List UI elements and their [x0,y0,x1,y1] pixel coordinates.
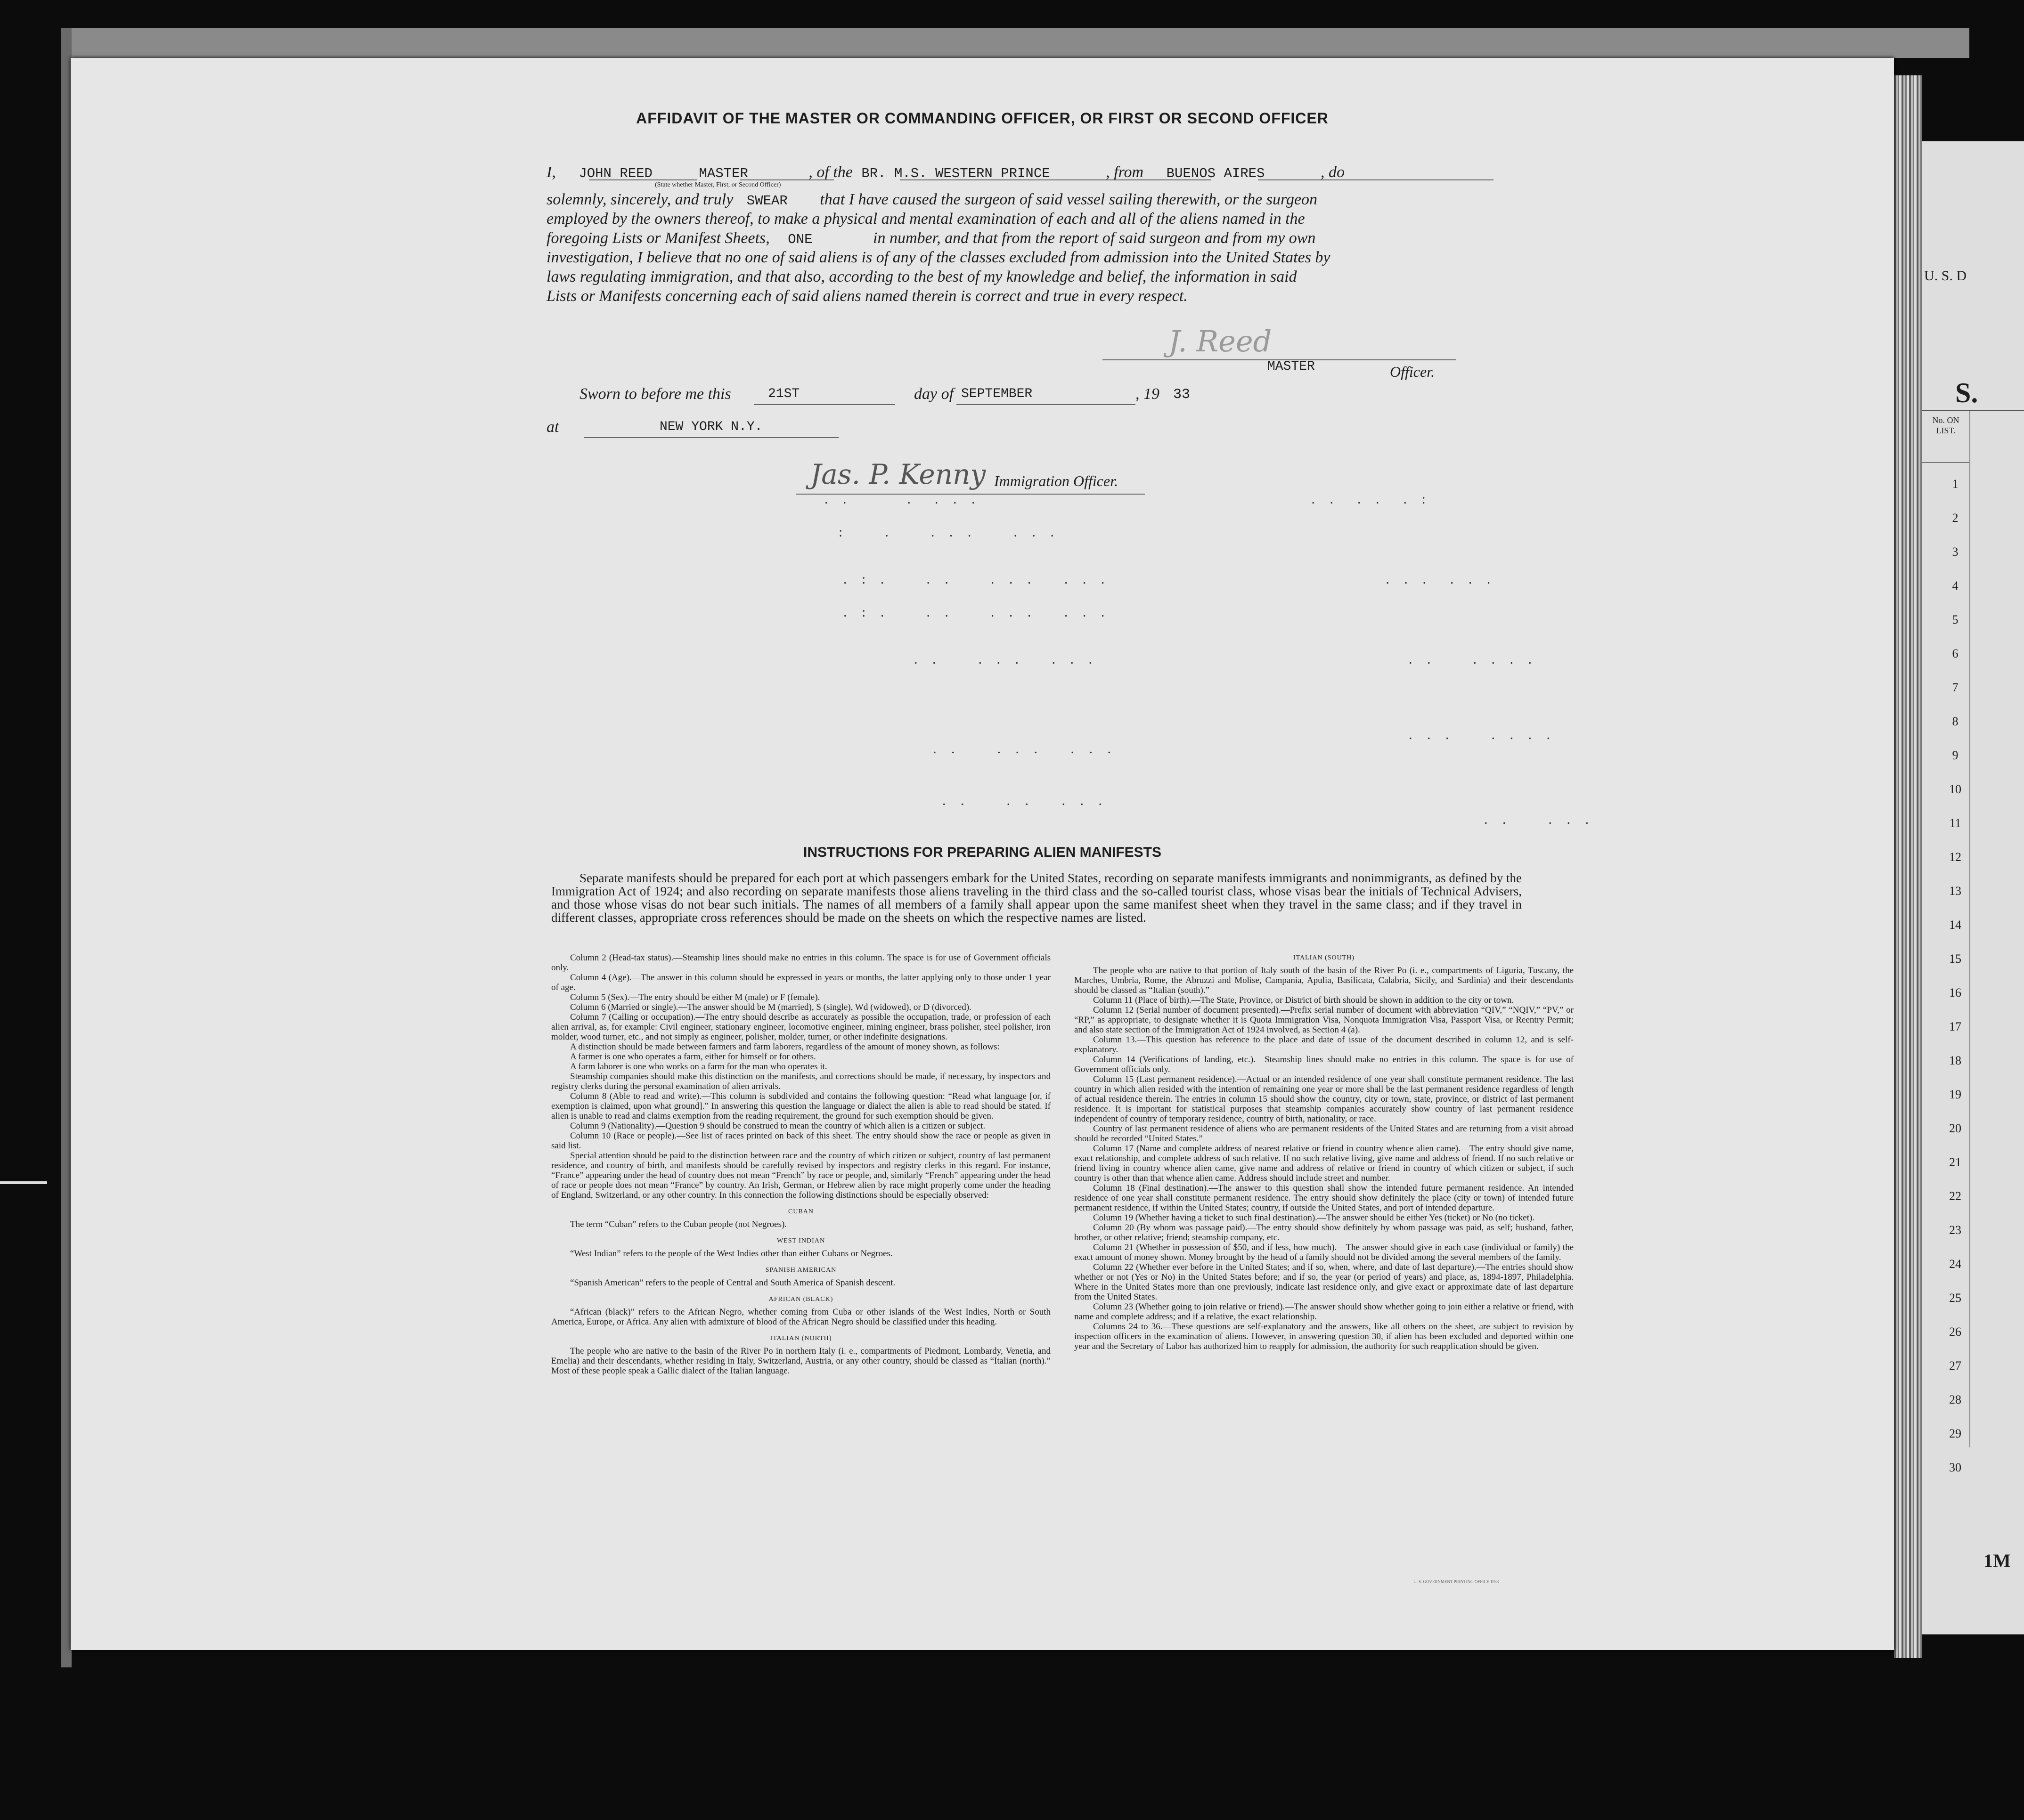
place-underline [584,437,839,438]
sworn-place: NEW YORK N.Y. [660,420,763,434]
under-sheet-bottom-label: 1M [1983,1550,2011,1571]
row-number: 6 [1952,647,1959,660]
text-i: I, [547,163,556,181]
text-caused-surgeon: that I have caused the surgeon of said vessel sailing therewith, or the surgeon [820,191,1318,208]
vessel-name: BR. M.S. WESTERN PRINCE [861,166,1050,181]
text-solemnly: solemnly, sincerely, and truly [547,191,734,208]
immigration-officer-signature: Jas. P. Kenny [810,458,986,490]
row-number: 18 [1949,1054,1961,1067]
row-number: 3 [1952,545,1959,559]
text-do: , do [1320,163,1345,181]
immigration-officer-label: Immigration Officer. [994,472,1118,489]
officer-rank-field: MASTER [699,166,748,181]
instruction-paragraph: Column 5 (Sex).—The entry should be either M (male) or F (female). [570,992,820,1002]
instruction-paragraph: Column 15 (Last permanent residence).—Actual or an intended residence of one year shall constitute permanent residence. The last country in which alien resided with the intention of remaining one year or more shall be the last permanent residence regardless of length of actual residence therein. The entries in column 15 should show the country, city or town, state, province, or district of last permanent residence. It is important for statistical purposes that steamship companies accurately show country of last permanent residence independent of country of temporary residence, country of birth, nationality, or race. [1074,1074,1574,1124]
row-number: 4 [1952,579,1959,593]
instruction-paragraph: Special attention should be paid to the distinction between race and the country of which citizen or subject, country of last permanent residence, and country of birth, and manifests should be carefully revised by inspectors and registry clerks in this regard. For instance, “France” appearing under the head of country does not mean “French” by race or people, and, similarly “French” appearing under the head of race or people does not mean “France” by country. An Irish, German, or Hebrew alien by race might properly come under the heading of England, Switzerland, or any other country. In this connection the following distinctions should be especially observed: [551,1151,1051,1200]
month-underline [956,404,1135,405]
bleed-through-marks: . . . . . [1484,812,1594,827]
sworn-day: 21ST [768,387,800,401]
instruction-paragraph: Column 13.—This question has reference to the place and date of issue of the document described in column 12, and is self-explanatory. [1074,1035,1574,1055]
row-number: 2 [1952,511,1959,525]
italian-south-heading: ITALIAN (SOUTH) [1293,954,1355,961]
instructions-intro: Separate manifests should be prepared for each port at which passengers embark for the United States, recording on separate manifests immigrants and nonimmigrants, as defined by the Immigration Act of 1924; and also recording on separate manifests those aliens traveling in the third class and the so-called tourist class, whose visas bear the initials of Technical Advisers, and those whose visas do not bear such initials. The names of all members of a family shall appear upon the same manifest sheet when they travel in the same class; and if they travel in different classes, appropriate cross references should be made on the sheets on which the respective names are listed. [551,871,1522,925]
bleed-through-marks: : . . . . . . . [839,524,1060,540]
right-paragraphs [1074,966,1574,1351]
text-from: , from [1106,163,1144,181]
affidavit-title: AFFIDAVIT OF THE MASTER OR COMMANDING OFFICER, OR FIRST OR SECOND OFFICER [636,110,1329,127]
left-paragraphs [551,953,1051,1200]
instruction-paragraph: Column 9 (Nationality).—Question 9 should be construed to mean the country of which alien is a citizen or subject. [570,1121,986,1131]
scan-edge-tick [0,1181,47,1184]
under-sheet-big-label: S. [1955,377,1978,408]
oath-type: SWEAR [746,193,788,209]
departure-port: BUENOS AIRES [1166,166,1265,181]
bleed-through-marks: . : . . . . . . . . . . . . . . . [843,571,1496,587]
row-number: 17 [1949,1020,1961,1033]
row-number: 22 [1949,1189,1961,1203]
row-number: 5 [1952,613,1959,626]
affidavit-line-7: Lists or Manifests concerning each of said aliens named therein is correct and true in every respect. [547,287,1188,305]
row-number: 8 [1952,715,1959,728]
instructions-title: INSTRUCTIONS FOR PREPARING ALIEN MANIFESTS [803,845,1162,860]
row-number: 14 [1949,918,1961,932]
instruction-paragraph: Column 22 (Whether ever before in the United States; and if so, when, where, and date of last departure).—The entries should show whether or not (Yes or No) in the United States before; and if so, the year (or period of years) and place, as, 1894-1897, Philadelphia. Where in the United States more than one previously, indicate last residence only, and give exact or approximate date of last departure from the United States. [1074,1262,1574,1302]
row-number: 1 [1952,477,1959,491]
row-number: 12 [1949,850,1961,864]
row-number: 11 [1949,816,1961,830]
west-indian-text: “West Indian” refers to the people of the West Indies other than either Cubans or Negroes. [570,1249,893,1259]
instructions-right-column [1074,953,1574,1351]
instruction-paragraph: A farm laborer is one who works on a farm for the man who operates it. [570,1062,827,1072]
year-prefix: , 19 [1135,385,1159,403]
bleed-through-marks: . . . . . . . . [933,741,1117,756]
text-of-the: , of the [808,163,853,181]
row-number: 21 [1949,1155,1961,1169]
master-signature: J. Reed [1168,324,1272,358]
row-number: 25 [1949,1291,1961,1305]
alien-count: ONE [788,232,813,247]
affidavit-line-5: investigation, I believe that no one of said aliens is of any of the classes excluded from admission into the United States by [547,249,1330,266]
row-number: 26 [1949,1325,1961,1339]
instruction-paragraph: Column 20 (By whom was passage paid).—The entry should show definitely by whom passage was paid, as self; husband, father, brother, or other relative; friend; steamship company, etc. [1074,1223,1574,1243]
row-number: 7 [1952,681,1959,694]
instruction-paragraph: Column 17 (Name and complete address of nearest relative or friend in country whence alien came).—The entry should give name, exact relationship, and complete address of such relative. If no such relative living, give name and address of friend. If no such relative or friend living in country whence alien came, give name and address of relative or friend in country of which citizen or subject, if such country is other than that whence alien came. Address should include street and number. [1074,1144,1574,1183]
row-number: 9 [1952,748,1959,762]
affidavit-line-2 [547,190,1512,211]
instruction-paragraph: A distinction should be made between farmers and farm laborers, regardless of the amount of money shown, as follows: [570,1042,1000,1052]
vessel-underline [900,179,1211,180]
instruction-paragraph: Column 14 (Verifications of landing, etc.).—Steamship lines should make no entries in this column. The space is for use of Government officials only. [1074,1055,1574,1074]
text-in-number: in number, and that from the report of said surgeon and from my own [873,229,1316,247]
at-label: at [547,418,559,436]
instruction-paragraph: Column 23 (Whether going to join relative or friend).—The answer should show whether going to join either a relative or friend, with name and complete address; and if a relative, the exact relationship. [1074,1302,1574,1322]
instruction-paragraph: Steamship companies should make this distinction on the manifests, and corrections should be made, if necessary, by inspectors and registry clerks during the personal examination of alien arrivals. [551,1072,1051,1091]
row-number: 20 [1949,1121,1961,1135]
bleed-through-marks: . . . . . . . [942,793,1108,808]
bleed-through-marks: . . . . . . . [1409,727,1556,742]
signing-officer-rank: MASTER [1267,359,1315,374]
sworn-label: Sworn to before me this [579,385,731,403]
under-sheet-column-head: No. ON LIST. [1922,411,1970,463]
instruction-paragraph: Country of last permanent residence of aliens who are permanent residents of the United States and are returning from a visit abroad should be recorded “United States.” [1074,1124,1574,1144]
instruction-paragraph: The people who are native to that portion of Italy south of the basin of the River Po (i. e., compartments of Liguria, Tuscany, the Marches, Umbria, Rome, the Abruzzi and Molise, Campania, Apulia, Basilicata, Calabria, Sicily, and Sardinia) and their descendants should be classed as “Italian (south).” [1074,966,1574,995]
instruction-paragraph: Column 18 (Final destination).—The answer to this question shall show the intended future permanent residence. An intended residence of one year shall constitute permanent residence. The entry should show definitely the place (city or town) of intended future permanent residence, if within the United States; country, if outside the United States, and port of intended departure. [1074,1183,1574,1213]
instruction-paragraph: Columns 24 to 36.—These questions are self-explanatory and the answers, like all others on the sheet, are subject to revision by inspection officers in the examination of aliens. However, in answering question 30, if alien has been excluded and deported within one year and the Secretary of Labor has authorized him to reapply for admission, the authority for such reapplication should be given. [1074,1322,1574,1351]
sworn-year: 33 [1173,387,1191,403]
day-underline [754,404,895,405]
instruction-paragraph: Column 4 (Age).—The answer in this column should be expressed in years or months, the latter applying only to those under 1 year of age. [551,973,1051,992]
affidavit-line-3: employed by the owners thereof, to make a physical and mental examination of each and all of the aliens named in the [547,210,1305,228]
row-number: 27 [1949,1359,1961,1373]
bleed-through-marks: . . . . . . . . [914,651,1098,667]
printer-mark: U. S. GOVERNMENT PRINTING OFFICE 1933 [1413,1579,1499,1584]
row-number: 28 [1949,1393,1961,1406]
instruction-paragraph: Column 8 (Able to read and write).—This column is subdivided and contains the following question: “Read what language [or, if exemption is claimed, upon what ground].” In answering this question the language or dialect the alien is able to read should be stated. If alien is unable to read and claims exemption from the reading requirement, the ground for such exemption should be given. [551,1091,1051,1121]
affidavit-line-6: laws regulating immigration, and that also, according to the best of my knowledge and belief, the information in said [547,268,1297,285]
officer-label: Officer. [1390,363,1435,380]
instruction-paragraph: Column 2 (Head-tax status).—Steamship lines should make no entries in this column. The space is for use of Government officials only. [551,953,1051,973]
cuban-text: The term “Cuban” refers to the Cuban people (not Negroes). [570,1219,787,1229]
row-number: 10 [1949,782,1961,796]
cuban-heading: CUBAN [788,1208,814,1215]
instruction-paragraph: Column 6 (Married or single).—The answer should be M (married), S (single), Wd (widowed), or D (divorced). [570,1002,971,1012]
spanish-american-heading: SPANISH AMERICAN [765,1267,837,1274]
instruction-paragraph: Column 19 (Whether having a ticket to such final destination).—The answer should be either Yes (ticket) or No (no ticket). [1093,1213,1535,1223]
port-underline [1258,179,1494,180]
scanner-background-top [71,28,1969,58]
african-heading: AFRICAN (BLACK) [768,1296,833,1303]
under-sheet-divider [1969,411,1970,1447]
officer-name: JOHN REED [579,166,653,181]
affidavit-line-4 [547,228,1512,249]
instruction-paragraph: Column 7 (Calling or occupation).—The entry should describe as accurately as possible the occupation, trade, or profession of each alien arrival, as, for example: Civil engineer, stationary engineer, locomotive engineer, mining engineer, brass polisher, steel polisher, iron molder, wood turner, etc., and not simply as engineer, polisher, molder, turner, or other indefinite designations. [551,1012,1051,1042]
instruction-paragraph: Column 11 (Place of birth).—The State, Province, or District of birth should be shown in addition to the city or town. [1093,995,1514,1005]
row-number: 30 [1949,1461,1961,1474]
instructions-left-column [551,953,1051,1376]
rank-note: (State whether Master, First, or Second Officer) [655,181,781,188]
text-foregoing-lists: foregoing Lists or Manifest Sheets, [547,229,770,247]
african-text: “African (black)” refers to the African Negro, whether coming from Cuba or other islands of the West Indies, North or South America, Europe, or Africa. Any alien with admixture of blood of the African Negro should be classified under this heading. [551,1307,1051,1327]
affidavit-sheet [71,58,1894,1650]
row-number: 16 [1949,986,1961,999]
spanish-american-text: “Spanish American” refers to the people of Central and South America of Spanish descent. [570,1278,896,1288]
row-number: 13 [1949,884,1961,898]
under-sheet-list-column [1922,410,2024,1474]
sworn-month: SEPTEMBER [961,387,1033,401]
bleed-through-marks: . . . . . . . . . . . : [824,491,1431,507]
page-stack-edges [1894,75,1922,1658]
bleed-through-marks: . . . . . . [1409,651,1537,667]
underlying-manifest-sheet [1922,141,2024,1634]
italian-north-heading: ITALIAN (NORTH) [770,1335,832,1342]
day-of-label: day of [914,385,954,403]
bleed-through-marks: . : . . . . . . . . . [843,604,1110,620]
row-number: 19 [1949,1088,1961,1101]
rank-underline [740,179,834,180]
italian-north-text: The people who are native to the basin of the River Po in northern Italy (i. e., compartments of Piedmont, Lombardy, Venetia, and Emelia) and their descendants, whether residing in Italy, Switzerland, Austria, or any other country, should be classed as “Italian (north).” Most of these people speak a Gallic dialect of the Italian language. [551,1346,1051,1376]
scanner-background-left [61,28,72,1667]
instruction-paragraph: Column 10 (Race or people).—See list of races printed on back of this sheet. The entry should show the race or people as given in said list. [551,1131,1051,1151]
instruction-paragraph: A farmer is one who operates a farm, either for himself or for others. [570,1052,816,1062]
row-number: 23 [1949,1223,1961,1237]
row-number: 15 [1949,952,1961,966]
instruction-paragraph: Column 21 (Whether in possession of $50, and if less, how much).—The answer should give in each case (individual or family) the exact amount of money shown. Money brought by the head of a family should not be divided among the several members of the family. [1074,1243,1574,1262]
row-number: 29 [1949,1427,1961,1440]
west-indian-heading: WEST INDIAN [776,1237,825,1244]
instruction-paragraph: Column 12 (Serial number of document presented).—Prefix serial number of document with abbreviation “QIV,” “NQIV,” “PV,” or “RP,” as appropriate, to designate whether it is Quota Immigration Visa, Nonquota Immigration Visa, Passport Visa, or Reentry Permit; and also state section of the Immigration Act of 1924 involved, as Section 4 (a). [1074,1005,1574,1035]
under-sheet-header: U. S. D [1924,268,1967,284]
row-number: 24 [1949,1257,1961,1271]
name-underline [589,179,697,180]
